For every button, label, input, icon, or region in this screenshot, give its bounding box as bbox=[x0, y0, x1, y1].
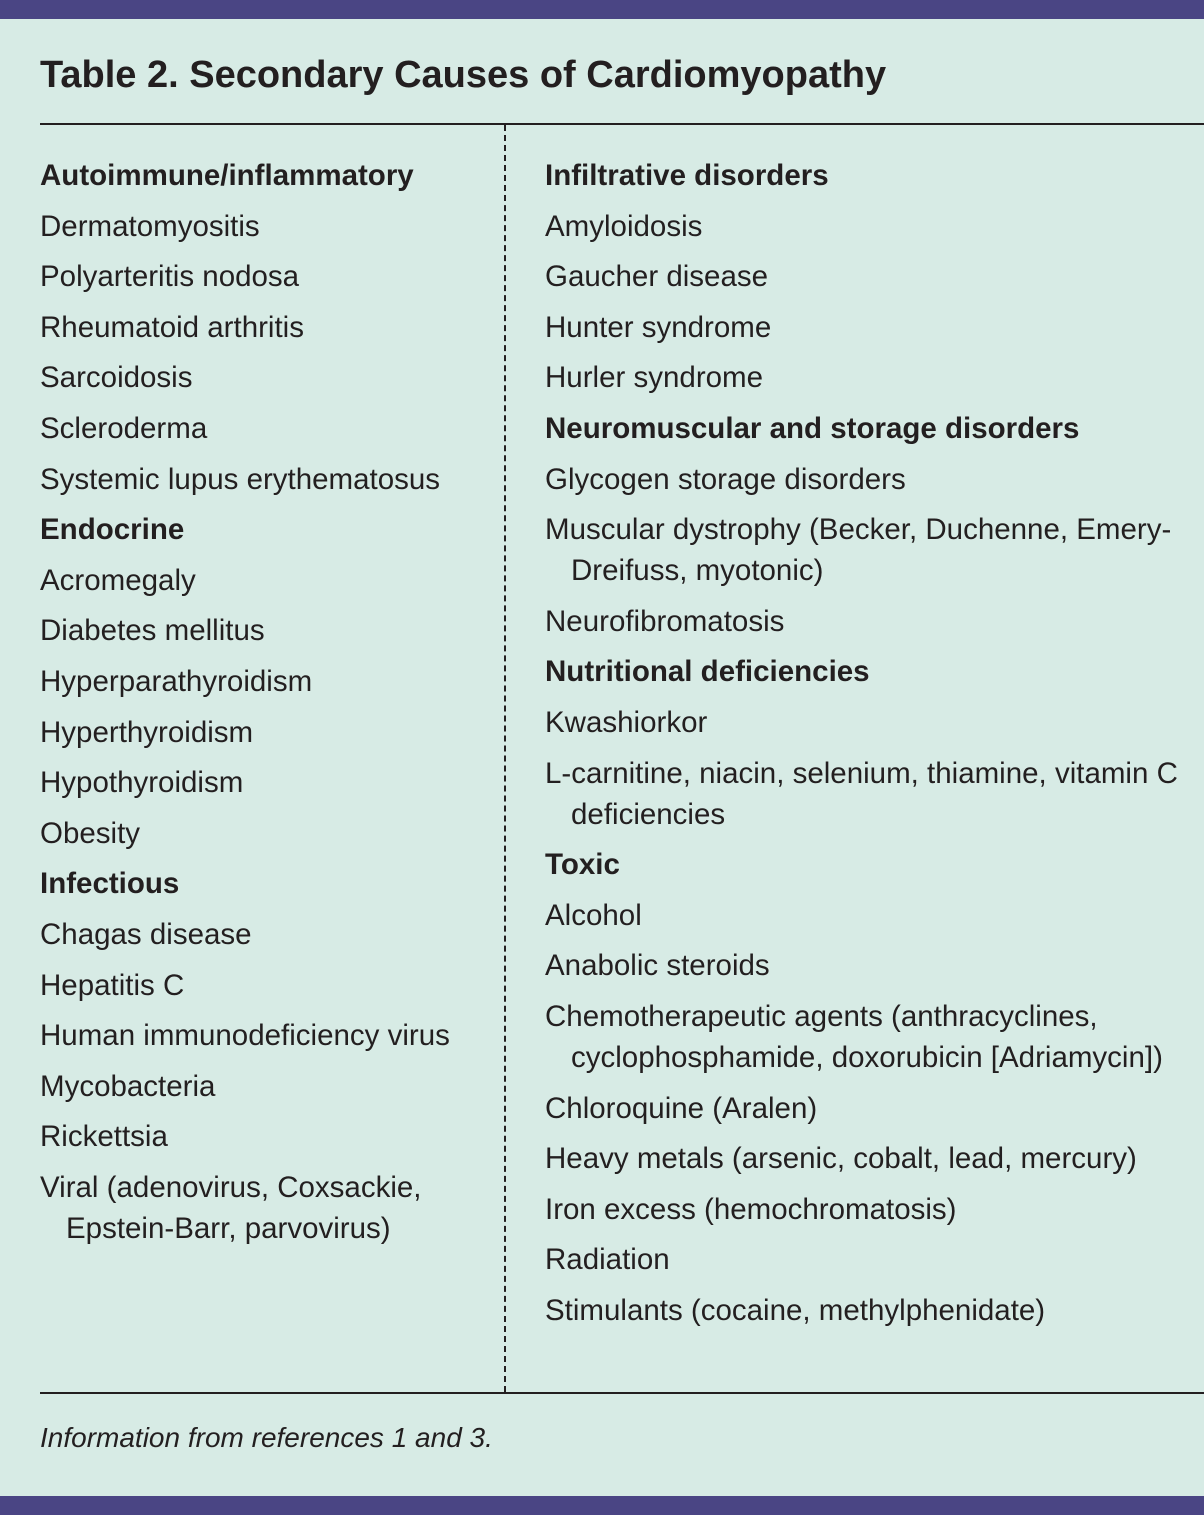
category-heading: Nutritional deficiencies bbox=[545, 655, 870, 689]
cause-item: Rheumatoid arthritis bbox=[40, 310, 304, 344]
right-column bbox=[545, 155, 1185, 1340]
cause-item: Obesity bbox=[40, 816, 141, 850]
cause-item: Kwashiorkor bbox=[545, 705, 708, 739]
cause-item: Hurler syndrome bbox=[545, 361, 764, 395]
category-heading: Toxic bbox=[545, 848, 620, 882]
cause-item: Stimulants (cocaine, methylphenidate) bbox=[545, 1293, 1046, 1327]
cause-item: Human immunodeficiency virus bbox=[40, 1019, 450, 1053]
source-note: Information from references 1 and 3. bbox=[40, 1422, 493, 1453]
cause-item: Hunter syndrome bbox=[545, 310, 772, 344]
cause-item: Hepatitis C bbox=[40, 968, 185, 1002]
header-rule bbox=[40, 123, 1204, 125]
top-accent-bar bbox=[0, 0, 1204, 19]
category-heading: Infiltrative disorders bbox=[545, 159, 829, 192]
cause-item: Gaucher disease bbox=[545, 260, 769, 294]
cause-item: Acromegaly bbox=[40, 563, 196, 597]
category-heading: Neuromuscular and storage disorders bbox=[545, 411, 1080, 445]
cause-item: Viral (adenovirus, Coxsackie, Epstein-Barr, parvovirus) bbox=[40, 1170, 422, 1245]
cause-item: L-carnitine, niacin, selenium, thiamine, vitamin C deficiencies bbox=[545, 756, 1178, 831]
cause-item: Diabetes mellitus bbox=[40, 614, 265, 648]
left-column bbox=[40, 155, 490, 1258]
cause-item: Dermatomyositis bbox=[40, 209, 260, 243]
table-title: Table 2. Secondary Causes of Cardiomyopathy bbox=[40, 54, 887, 96]
cause-item: Sarcoidosis bbox=[40, 361, 193, 395]
column-divider bbox=[504, 125, 506, 1392]
cause-item: Chloroquine (Aralen) bbox=[545, 1091, 818, 1125]
cause-item: Chemotherapeutic agents (anthracyclines, cyclophosphamide, doxorubicin [Adriamycin]) bbox=[545, 999, 1163, 1074]
cause-item: Heavy metals (arsenic, cobalt, lead, mercury) bbox=[545, 1142, 1137, 1176]
cause-item: Hypothyroidism bbox=[40, 766, 244, 800]
category-heading: Endocrine bbox=[40, 513, 185, 547]
cause-item: Iron excess (hemochromatosis) bbox=[545, 1192, 957, 1226]
cause-item: Amyloidosis bbox=[545, 209, 703, 243]
cause-item: Muscular dystrophy (Becker, Duchenne, Emery-Dreifuss, myotonic) bbox=[545, 513, 1172, 588]
cause-item: Scleroderma bbox=[40, 411, 208, 445]
cause-item: Hyperthyroidism bbox=[40, 715, 254, 749]
cause-item: Neurofibromatosis bbox=[545, 604, 785, 638]
cause-item: Anabolic steroids bbox=[545, 949, 770, 983]
cause-item: Systemic lupus erythematosus bbox=[40, 462, 441, 496]
category-heading: Autoimmune/inflammatory bbox=[40, 159, 414, 192]
bottom-accent-bar bbox=[0, 1496, 1204, 1515]
cause-item: Mycobacteria bbox=[40, 1069, 216, 1103]
footer-rule bbox=[40, 1392, 1204, 1394]
category-heading: Infectious bbox=[40, 867, 180, 901]
cause-item: Alcohol bbox=[545, 898, 642, 932]
cause-item: Glycogen storage disorders bbox=[545, 462, 906, 496]
cause-item: Hyperparathyroidism bbox=[40, 664, 313, 698]
cause-item: Radiation bbox=[545, 1243, 670, 1277]
cause-item: Polyarteritis nodosa bbox=[40, 260, 300, 294]
cause-item: Rickettsia bbox=[40, 1120, 168, 1154]
cause-item: Chagas disease bbox=[40, 917, 252, 951]
